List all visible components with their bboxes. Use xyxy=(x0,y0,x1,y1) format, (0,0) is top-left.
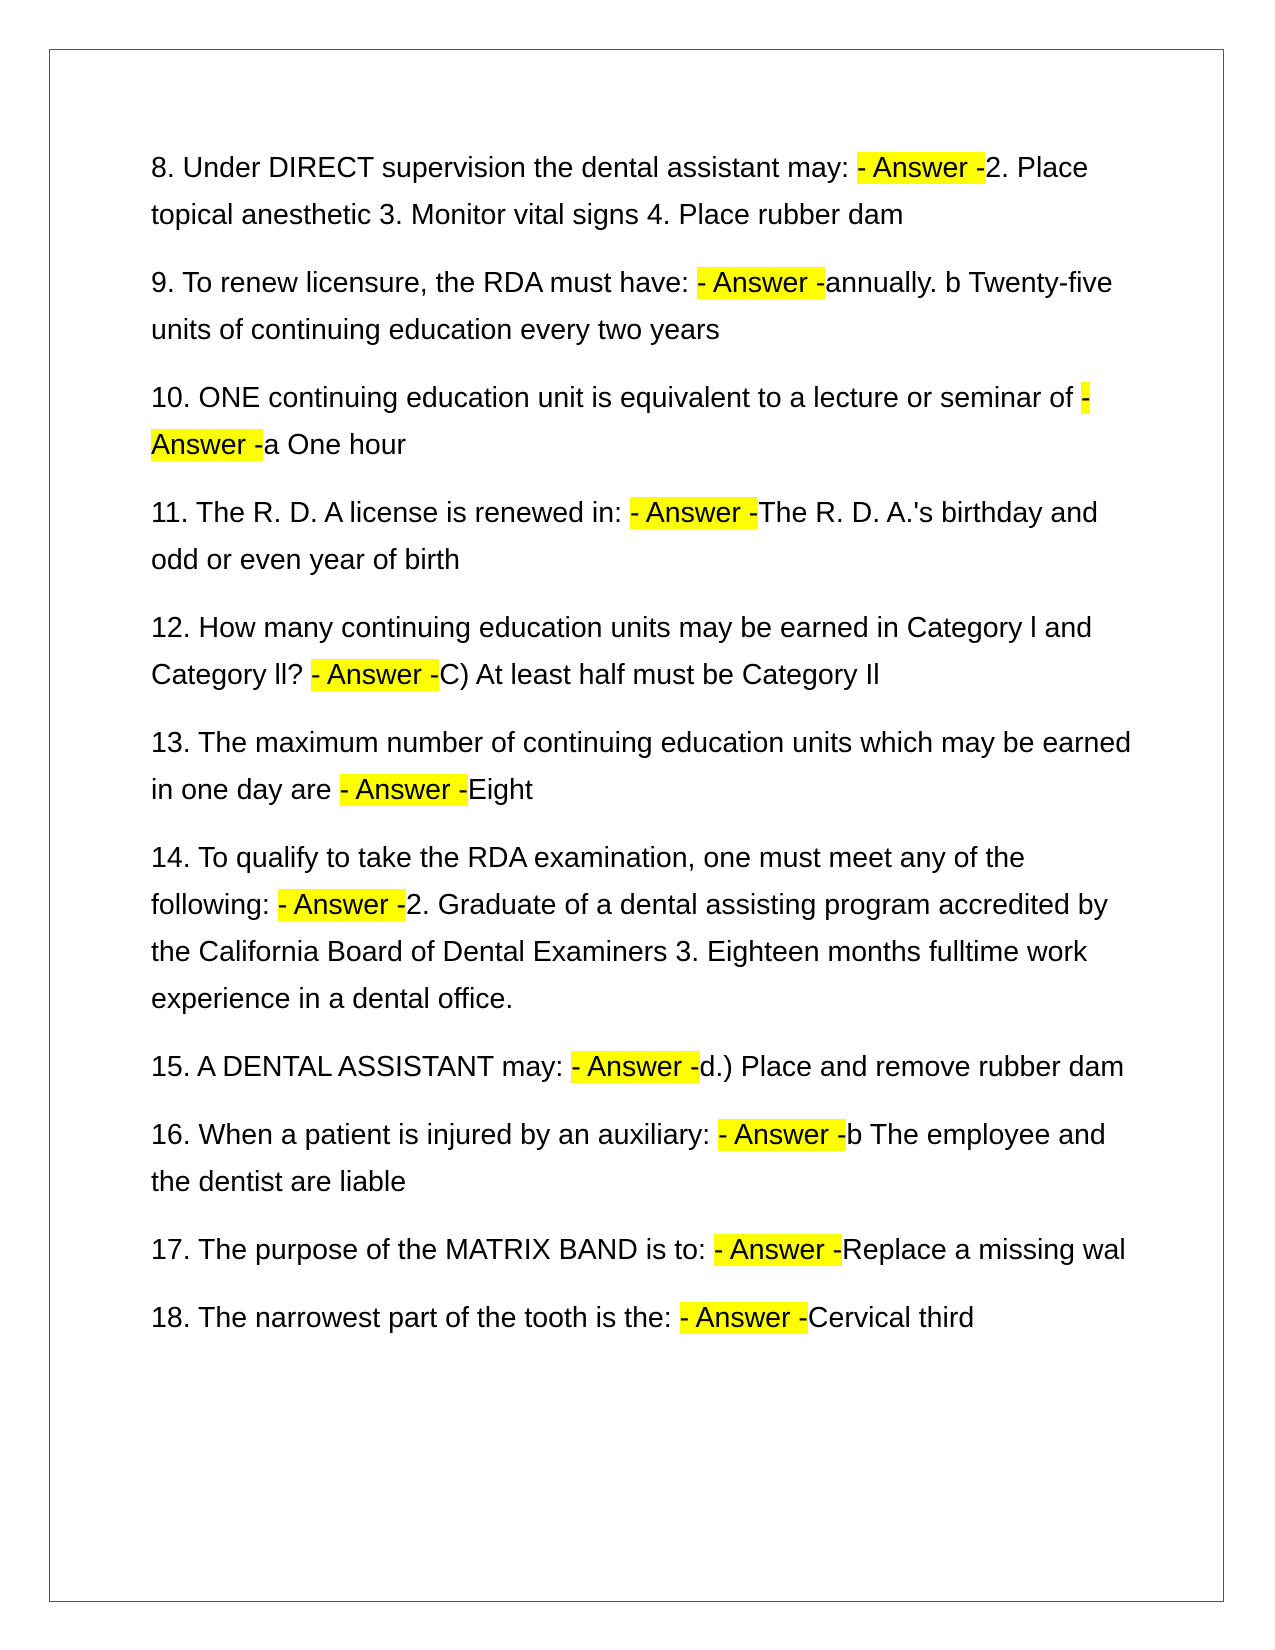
document-body xyxy=(151,145,1136,1363)
question-text: 18. The narrowest part of the tooth is the: xyxy=(151,1302,680,1334)
answer-marker: - Answer - xyxy=(718,1119,847,1151)
qa-item-13 xyxy=(151,720,1136,814)
answer-text: Eight xyxy=(467,774,533,806)
qa-item-9 xyxy=(151,260,1136,354)
qa-item-18 xyxy=(151,1295,1136,1342)
answer-text: 2. Graduate of a dental assisting program accredited by the California Board of Dental Examiners 3. Eighteen months fulltime work experience in a dental office. xyxy=(151,889,1108,1015)
answer-text: Replace a missing wal xyxy=(842,1234,1126,1266)
question-text: 17. The purpose of the MATRIX BAND is to: xyxy=(151,1234,714,1266)
question-text: 11. The R. D. A license is renewed in: xyxy=(151,497,630,529)
answer-text: The R. D. A.'s birthday and odd or even year of birth xyxy=(151,497,1098,576)
answer-text: C) At least half must be Category Il xyxy=(439,659,880,691)
question-text: 14. To qualify to take the RDA examination, one must meet any of the following: xyxy=(151,842,1025,921)
answer-marker: - Answer - xyxy=(277,889,407,921)
question-text: 9. To renew licensure, the RDA must have: xyxy=(151,267,697,299)
qa-item-16 xyxy=(151,1112,1136,1206)
answer-text: d.) Place and remove rubber dam xyxy=(699,1051,1125,1083)
answer-text: b The employee and the dentist are liable xyxy=(151,1119,1106,1198)
answer-marker: - Answer - xyxy=(697,267,826,299)
qa-item-10 xyxy=(151,375,1136,469)
qa-item-15 xyxy=(151,1044,1136,1091)
question-text: 12. How many continuing education units may be earned in Category l and Category ll? xyxy=(151,612,1093,691)
answer-marker: - Answer - xyxy=(713,1234,843,1266)
answer-text: Cervical third xyxy=(807,1302,975,1334)
qa-item-14 xyxy=(151,835,1136,1023)
qa-item-11 xyxy=(151,490,1136,584)
answer-text: a One hour xyxy=(263,429,407,461)
question-text: 13. The maximum number of continuing education units which may be earned in one day are xyxy=(151,727,1132,806)
answer-marker: - Answer - xyxy=(339,774,468,806)
answer-marker: - Answer - xyxy=(679,1302,808,1334)
qa-item-8 xyxy=(151,145,1136,239)
answer-marker: - Answer - xyxy=(311,659,440,691)
question-text: 8. Under DIRECT supervision the dental assistant may: xyxy=(151,152,857,184)
question-text: 15. A DENTAL ASSISTANT may: xyxy=(151,1051,572,1083)
qa-item-17 xyxy=(151,1227,1136,1274)
answer-marker: - Answer - xyxy=(629,497,759,529)
answer-text: 2. Place topical anesthetic 3. Monitor vital signs 4. Place rubber dam xyxy=(151,152,1089,231)
question-text: 16. When a patient is injured by an auxiliary: xyxy=(151,1119,719,1151)
question-text: 10. ONE continuing education unit is equivalent to a lecture or seminar of xyxy=(151,382,1081,414)
answer-marker: - Answer - xyxy=(856,152,986,184)
answer-text: annually. b Twenty-five units of continuing education every two years xyxy=(151,267,1113,346)
answer-marker: - Answer - xyxy=(151,382,1091,461)
answer-marker: - Answer - xyxy=(571,1051,700,1083)
qa-item-12 xyxy=(151,605,1136,699)
